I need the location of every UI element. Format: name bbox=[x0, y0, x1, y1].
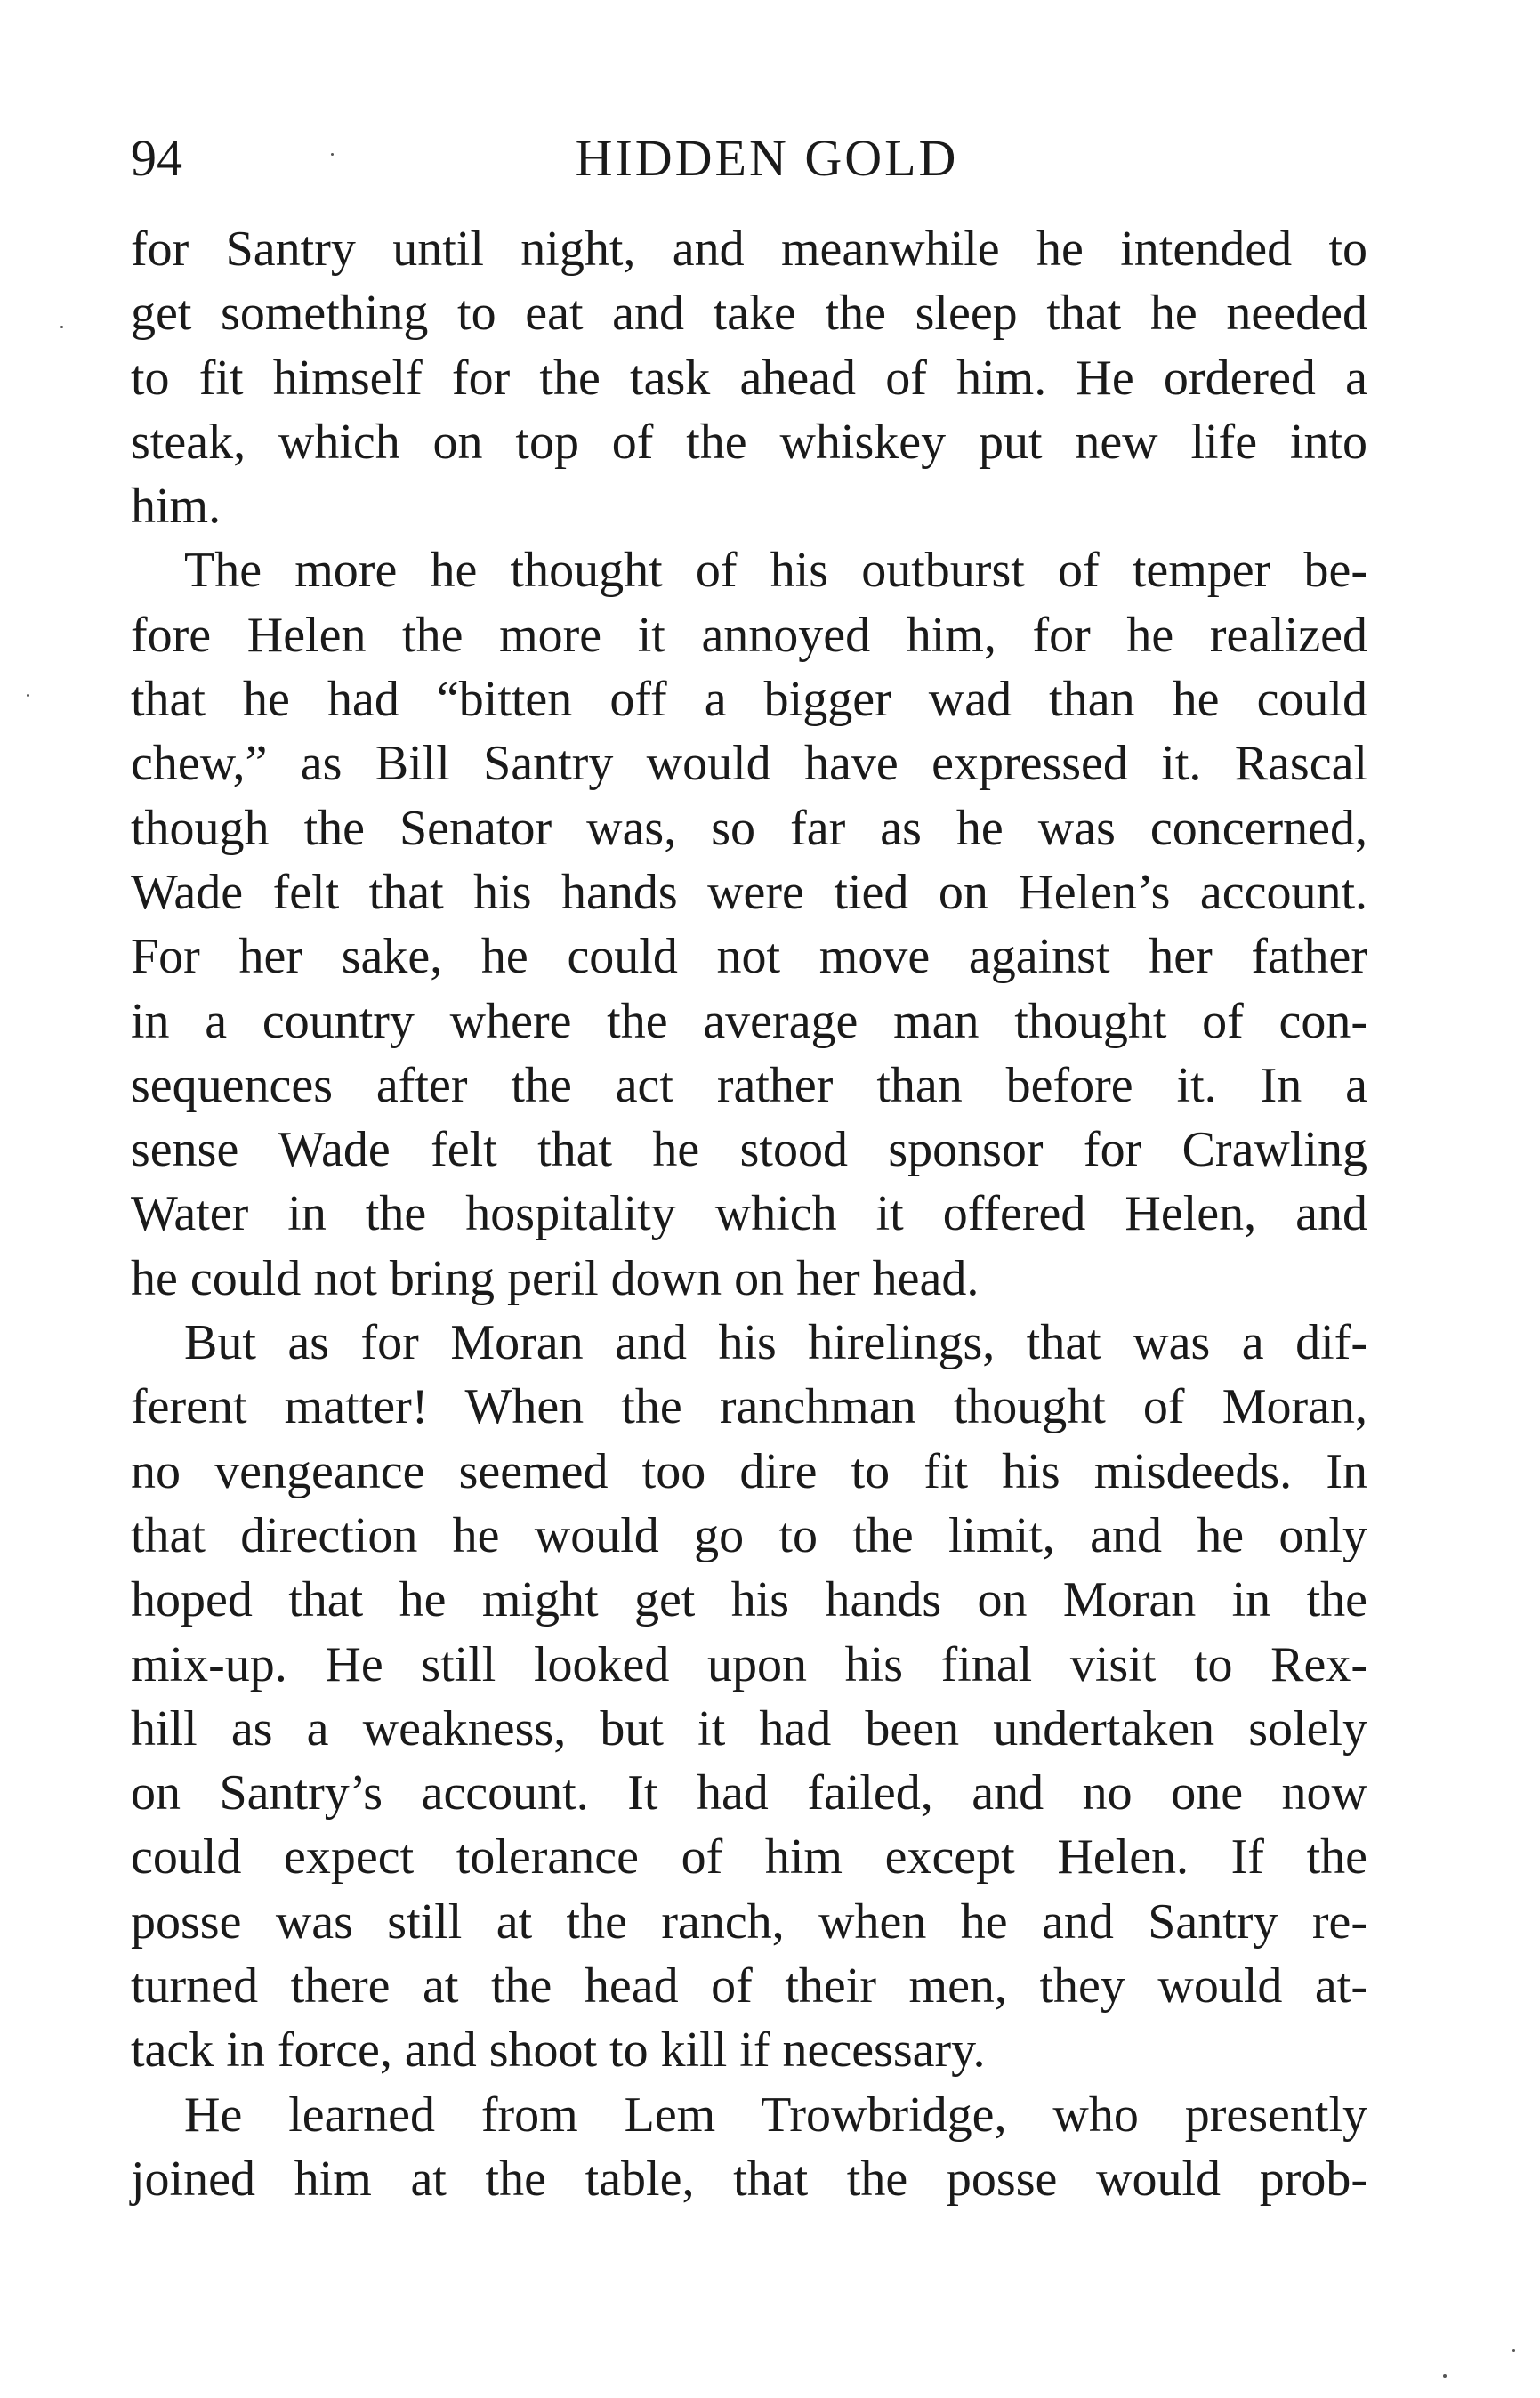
text-line: For her sake, he could not move against her father bbox=[131, 929, 1367, 985]
text-line: He learned from Lem Trowbridge, who presently bbox=[184, 2087, 1367, 2143]
text-line: hoped that he might get his hands on Moran in the bbox=[131, 1572, 1367, 1628]
text-line: Wade felt that his hands were tied on Helen’s account. bbox=[131, 864, 1367, 920]
text-line: no vengeance seemed too dire to fit his misdeeds. In bbox=[131, 1443, 1367, 1499]
text-line: he could not bring peril down on her head. bbox=[131, 1250, 980, 1306]
scan-speck bbox=[60, 326, 63, 328]
text-line: him. bbox=[131, 479, 222, 535]
page-number: 94 bbox=[131, 129, 182, 187]
text-line: sequences after the act rather than before it. In a bbox=[131, 1057, 1367, 1113]
scan-speck bbox=[331, 153, 334, 156]
text-line: for Santry until night, and meanwhile he intended to bbox=[131, 222, 1367, 277]
page-header bbox=[131, 123, 1367, 194]
scan-speck bbox=[1512, 2349, 1515, 2352]
body-text bbox=[131, 217, 1367, 2211]
text-line: Water in the hospitality which it offered Helen, and bbox=[131, 1186, 1367, 1242]
running-title: HIDDEN GOLD bbox=[575, 129, 959, 187]
scan-speck bbox=[1443, 2374, 1447, 2378]
scan-speck bbox=[27, 694, 29, 697]
text-line: on Santry’s account. It had failed, and no one now bbox=[131, 1765, 1367, 1821]
text-line: in a country where the average man thought of con- bbox=[131, 993, 1367, 1049]
text-line: that he had “bitten off a bigger wad than he could bbox=[131, 672, 1367, 728]
text-line: get something to eat and take the sleep that he needed bbox=[131, 286, 1367, 342]
text-line: though the Senator was, so far as he was concerned, bbox=[131, 800, 1367, 856]
text-line: chew,” as Bill Santry would have expressed it. Rascal bbox=[131, 736, 1367, 792]
text-line: hill as a weakness, but it had been undertaken solely bbox=[131, 1700, 1367, 1756]
text-line: turned there at the head of their men, they would at- bbox=[131, 1958, 1367, 2014]
text-line: steak, which on top of the whiskey put new life into bbox=[131, 414, 1367, 470]
text-line: joined him at the table, that the posse would prob- bbox=[131, 2151, 1367, 2207]
text-line: posse was still at the ranch, when he and Santry re- bbox=[131, 1893, 1367, 1950]
text-line: tack in force, and shoot to kill if necessary. bbox=[131, 2023, 986, 2079]
text-line: could expect tolerance of him except Helen. If the bbox=[131, 1829, 1367, 1885]
text-line: But as for Moran and his hirelings, that was a dif- bbox=[184, 1315, 1367, 1371]
text-line: ferent matter! When the ranchman thought of Moran, bbox=[131, 1379, 1367, 1435]
text-line: that direction he would go to the limit, and he only bbox=[131, 1507, 1367, 1563]
text-line: to fit himself for the task ahead of him. He ordered a bbox=[131, 350, 1367, 406]
text-line: fore Helen the more it annoyed him, for he realized bbox=[131, 607, 1367, 663]
text-line: mix-up. He still looked upon his final visit to Rex- bbox=[131, 1636, 1367, 1692]
text-line: sense Wade felt that he stood sponsor for Crawling bbox=[131, 1122, 1367, 1178]
text-line: The more he thought of his outburst of temper be- bbox=[184, 543, 1367, 599]
